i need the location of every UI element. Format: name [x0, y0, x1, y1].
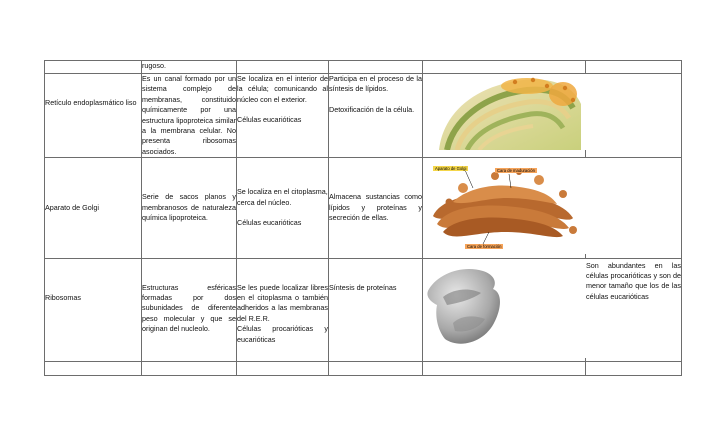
cell-name: [45, 258, 142, 361]
cell-notes: [586, 74, 682, 158]
function-text: Síntesis de proteínas: [329, 282, 397, 292]
cell-description: [142, 61, 237, 74]
cell-image: [423, 74, 586, 158]
cell: [329, 362, 423, 376]
table-row: [45, 74, 682, 158]
cell: [237, 61, 329, 74]
table-row: [45, 158, 682, 258]
function-text: Participa en el proceso de la síntesis de lípidos.: [329, 74, 422, 94]
location-text: Se localiza en el citoplasma, cerca del núcleo.: [237, 187, 328, 207]
description-text: Es un canal formado por un sistema complejo de membranas, constituido químicamente por una estructura lipoproteica similar a la membrana celular. No presenta ribosomas asociados.: [142, 74, 236, 156]
golgi-label: Aparato de Golgi: [435, 166, 467, 172]
cell-function: [329, 158, 423, 258]
maturation-face-label: Cara de maduración: [497, 168, 535, 174]
location-text: Se localiza en el interior de la célula; comunicando al núcleo con el exterior.: [237, 74, 328, 104]
cell: [237, 362, 329, 376]
cell-description: [142, 74, 237, 158]
table-row: [45, 258, 682, 361]
cell-type-text: Células procarióticas y eucarióticas: [237, 324, 328, 344]
cell-name: [45, 74, 142, 158]
cell: [329, 61, 423, 74]
cell-location: [237, 74, 329, 158]
cell-notes: [586, 258, 682, 361]
cell-image: [423, 158, 586, 258]
cell: [142, 362, 237, 376]
cell-description: [142, 258, 237, 361]
cell-function: [329, 258, 423, 361]
table-row: [45, 362, 682, 376]
location-text: Se les puede localizar libres en el citoplasma o también adheridos a las membranas del R.E.R.: [237, 282, 328, 323]
notes-text: Son abundantes en las células procarióticas y son de menor tamaño que los de las células eucarióticas: [586, 260, 681, 301]
organelle-name: Ribosomas: [45, 292, 81, 302]
cell-function: [329, 74, 423, 158]
cell-image: [423, 258, 586, 361]
ribosome-image: [423, 259, 586, 358]
cell-type-text: Células eucarióticas: [237, 115, 302, 125]
cell: [586, 362, 682, 376]
smooth-er-image: [423, 74, 586, 150]
cell-name: [45, 158, 142, 258]
cell-location: [237, 158, 329, 258]
cell-description: [142, 158, 237, 258]
cell: [423, 61, 586, 74]
table-row: [45, 61, 682, 74]
function-text-2: Detoxificación de la célula.: [329, 104, 415, 114]
description-text: rugoso.: [142, 61, 166, 70]
cell-location: [237, 258, 329, 361]
description-text: Serie de sacos planos y membranosos de naturaleza química lipoproteica.: [142, 192, 236, 223]
cell: [45, 362, 142, 376]
cell: [586, 61, 682, 74]
organelle-name: Retículo endoplasmático liso: [45, 98, 137, 107]
cell-type-text: Células eucarióticas: [237, 218, 302, 228]
cell: [423, 362, 586, 376]
function-text: Almacena sustancias como lípidos y proteínas y secreción de ellas.: [329, 192, 422, 223]
organelle-name: Aparato de Golgi: [45, 202, 99, 212]
description-text: Estructuras esféricas formadas por dos subunidades de diferente peso molecular y que se originan del nucleolo.: [142, 282, 236, 334]
cell: [45, 61, 142, 74]
organelle-table: [44, 60, 682, 376]
cell-notes: [586, 158, 682, 258]
formation-face-label: Cara de formación: [467, 244, 502, 250]
